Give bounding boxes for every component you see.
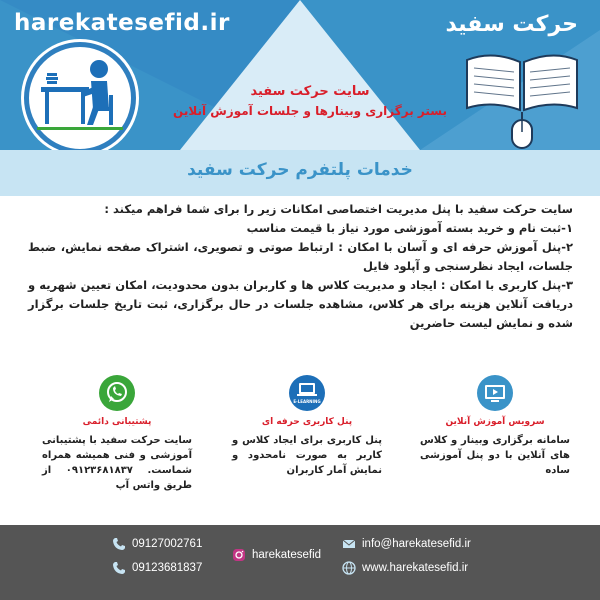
brand-name: حرکت سفید (445, 12, 578, 37)
services-title: خدمات پلتفرم حرکت سفید (187, 160, 413, 180)
site-url: harekatesefid.ir (14, 10, 230, 36)
feature-card-online-service (420, 375, 570, 478)
online-class-icon (477, 375, 513, 411)
feature-card-support (42, 375, 192, 493)
phone-icon (112, 537, 126, 551)
footer (0, 525, 600, 600)
footer-phone-1[interactable] (112, 537, 202, 551)
service-item: ۲-پنل آموزش حرفه ای و آسان با امکان : ارتباط صوتی و تصویری، اشتراک صفحه نمایش، ضبط جلسات، ایجاد نظرسنجی و آپلود فایل (28, 240, 573, 273)
email-icon (342, 537, 356, 551)
open-book-mouse-icon (462, 50, 582, 150)
card-title: پنل کاربری حرفه ای (261, 417, 353, 427)
card-body: پنل کاربری برای ایجاد کلاس و کاربر به صورت نامحدود و نمایش آمار کاربران (232, 435, 382, 476)
card-body: سایت حرکت سفید با پشتیبانی آموزشی و فنی همیشه همراه شماست. ۰۹۱۲۳۶۸۱۸۳۷ از طریق واتس آپ (42, 435, 192, 491)
globe-icon (342, 561, 356, 575)
hero-title: سایت حرکت سفید (250, 84, 370, 99)
service-item: ۳-پنل کاربری با امکان : ایجاد و مدیریت کلاس ها و کاربران بدون محدودیت، امکان تعیین شهریه و دریافت آنلاین هزینه برای هر کلاس، مشاهده جلسات در حال برگزاری، ثبت تاریخ جلسات برگزار شده و نمایش لیست حاضرین (28, 278, 573, 330)
instagram-handle: harekatesefid (252, 549, 322, 561)
phone-icon (112, 561, 126, 575)
card-title: پشتیبانی دائمی (82, 417, 152, 427)
hero-subtitle: بستر برگزاری وبینارها و جلسات آموزش آنلاین (173, 104, 447, 118)
footer-email[interactable] (342, 537, 471, 551)
footer-instagram[interactable] (232, 548, 321, 562)
footer-phone-2[interactable] (112, 561, 202, 575)
service-item: ۱-ثبت نام و خرید بسته آموزشی مورد نیاز با قیمت مناسب (246, 221, 573, 235)
card-title: سرویس آموزش آنلاین (445, 417, 545, 427)
email-address: info@harekatesefid.ir (362, 538, 471, 550)
website-url: www.harekatesefid.ir (362, 562, 469, 574)
services-intro: سایت حرکت سفید با پنل مدیریت اختصاصی امکانات زیر را برای شما فراهم میکند : (104, 202, 573, 216)
card-body: سامانه برگزاری وبینار و کلاس های آنلاین با دو پنل آموزشی ساده (420, 435, 570, 476)
phone-number: 09123681837 (132, 562, 203, 574)
student-desk-icon (29, 47, 131, 149)
e-learning-icon (289, 375, 325, 411)
phone-number: 09127002761 (132, 538, 203, 550)
footer-website[interactable] (342, 561, 468, 575)
whatsapp-icon[interactable] (99, 375, 135, 411)
student-desk-logo (24, 42, 136, 154)
e-learning-label: E-LEARNING (293, 399, 321, 404)
services-description (28, 200, 573, 333)
feature-card-user-panel (232, 375, 382, 478)
instagram-icon (232, 548, 246, 562)
